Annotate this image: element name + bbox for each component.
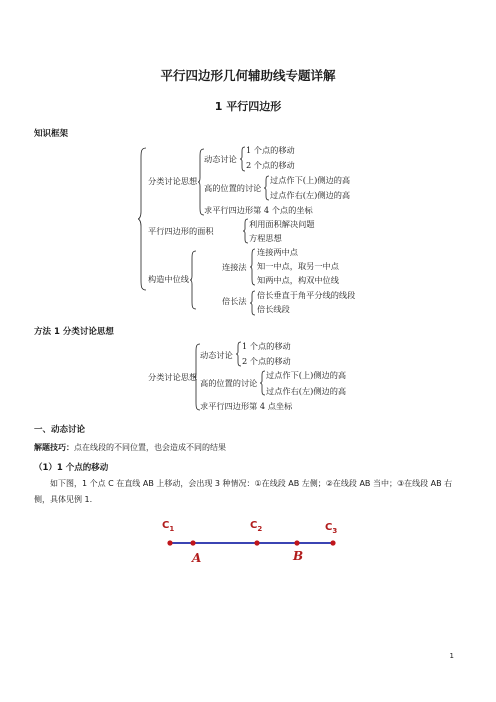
document-title: 平行四边形几何辅助线专题详解 bbox=[160, 68, 336, 83]
framework-fourth-point: 求平行四边形第 4 个点的坐标 bbox=[204, 205, 313, 215]
point-c2 bbox=[254, 540, 259, 545]
method1-one-point: 1 个点的移动 bbox=[242, 341, 291, 351]
framework-height-left: 过点作右(左)侧边的高 bbox=[270, 190, 351, 200]
method1-root: 分类讨论思想 bbox=[148, 372, 198, 382]
framework-cat-classify: 分类讨论思想 bbox=[148, 176, 198, 186]
label-c3: $C_3$ bbox=[325, 522, 338, 535]
method1-height-left: 过点作右(左)侧边的高 bbox=[266, 386, 347, 396]
method1-height-pos: 高的位置的讨论 bbox=[200, 378, 258, 388]
framework-two-point: 2 个点的移动 bbox=[246, 160, 295, 170]
framework-area-method: 利用面积解决问题 bbox=[249, 219, 315, 229]
label-b: B bbox=[293, 549, 304, 563]
section-dynamic-heading: 一、动态讨论 bbox=[34, 425, 86, 435]
section-title: 1 平行四边形 bbox=[214, 100, 282, 113]
framework-one-point: 1 个点的移动 bbox=[246, 145, 295, 155]
framework-connect-two: 连接两中点 bbox=[257, 247, 298, 257]
point-c3 bbox=[330, 540, 335, 545]
extend-brace bbox=[250, 291, 256, 315]
page-number: 1 bbox=[449, 652, 454, 660]
method1-height-below: 过点作下(上)侧边的高 bbox=[266, 370, 347, 380]
tip-line bbox=[34, 442, 226, 453]
label-a: A bbox=[192, 551, 202, 565]
framework-extend-seg: 倍长线段 bbox=[257, 304, 290, 314]
framework-equation: 方程思想 bbox=[249, 233, 282, 243]
method1-two-point: 2 个点的移动 bbox=[242, 356, 291, 366]
framework-know-two: 知两中点，构双中位线 bbox=[257, 275, 339, 285]
point-a bbox=[190, 540, 195, 545]
method1-fourth-point: 求平行四边形第 4 点坐标 bbox=[200, 401, 293, 411]
framework-cat-area: 平行四边形的面积 bbox=[148, 226, 214, 236]
method1-heading: 方法 1 分类讨论思想 bbox=[34, 327, 114, 337]
outer-brace bbox=[138, 148, 148, 290]
tip-text: 点在线段的不同位置，也会造成不同的结果 bbox=[74, 443, 226, 452]
midline-brace bbox=[190, 251, 198, 309]
point-c1 bbox=[167, 540, 172, 545]
point-b bbox=[294, 540, 299, 545]
framework-height-below: 过点作下(上)侧边的高 bbox=[270, 175, 351, 185]
framework-extend: 倍长法 bbox=[222, 296, 247, 306]
framework-heading: 知识框架 bbox=[34, 129, 69, 139]
tip-label: 解题技巧： bbox=[34, 443, 74, 452]
subsection-one-point: （1）1 个点的移动 bbox=[34, 463, 109, 473]
paragraph-moving-point: 如下图，1 个点 C 在直线 AB 上移动，会出现 3 种情况：①在线段 AB 左侧；②在线段 AB 当中；③在线段 AB 右侧，具体见例 1. bbox=[34, 479, 453, 504]
framework-dynamic: 动态讨论 bbox=[204, 154, 237, 164]
framework-extend-perp: 倍长垂直于角平分线的线段 bbox=[257, 290, 356, 300]
framework-height-pos: 高的位置的讨论 bbox=[204, 183, 262, 193]
framework-connect: 连接法 bbox=[222, 262, 247, 272]
label-c2: $C_2$ bbox=[250, 520, 263, 533]
label-c1: $C_1$ bbox=[162, 520, 175, 533]
connect-brace bbox=[250, 249, 256, 285]
framework-cat-midline: 构造中位线 bbox=[148, 274, 189, 284]
method1-dynamic: 动态讨论 bbox=[200, 350, 233, 360]
framework-know-one: 知一中点，取另一中点 bbox=[257, 261, 339, 271]
